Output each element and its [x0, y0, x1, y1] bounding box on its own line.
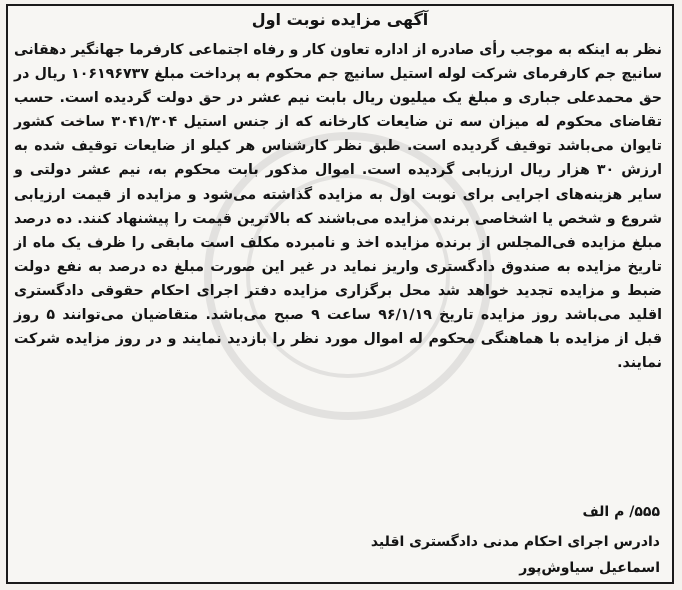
signature-name: اسماعیل سیاوش‌پور: [519, 560, 660, 576]
signature-title: دادرس اجرای احکام مدنی دادگستری اقلید: [370, 534, 660, 550]
notice-title: آگهی مزایده نوبت اول: [251, 10, 429, 29]
notice-body: نظر به اینکه به موجب رأی صادره از اداره تعاون کار و رفاه اجتماعی کارفرما جهانگیر دهقانی سانیچ جم کارفرمای شرکت لوله استیل سانیچ جم محکوم به پرداخت مبلغ ۱۰۶۱۹۶۷۳۷ ریال در حق محمدعلی جباری و مبلغ یک میلیون ریال بابت نیم عشر در حق دولت گردیده است. حسب تقاضای محکوم له میزان سه تن ضایعات کارخانه که از جنس استیل ۳۰۴۱/۳۰۴ ساخت کشور تایوان می‌باشد توقیف گردیده است. طبق نظر کارشناس هر کیلو از ضایعات توقیف شده به ارزش ۳۰ هزار ریال ارزیابی گردیده است. اموال مذکور بابت محکوم به، نیم عشر دولتی و سایر هزینه‌های اجرایی برای نوبت اول به مزایده گذاشته می‌شود و مزایده از قیمت ارزیابی شروع و شخص یا اشخاصی برنده مزایده می‌باشند که بالاترین قیمت را پیشنهاد کنند. ده درصد مبلغ مزایده فی‌المجلس از برنده مزایده اخذ و نامبرده مکلف است مابقی را ظرف یک ماه از تاریخ مزایده به صندوق دادگستری واریز نماید در غیر این صورت مبلغ ده درصد به نفع دولت ضبط و مزایده تجدید خواهد شد محل برگزاری مزایده دفتر اجرای احکام حقوقی دادگستری اقلید می‌باشد روز مزایده تاریخ ۹۶/۱/۱۹ ساعت ۹ صبح می‌باشد. متقاضیان می‌توانند ۵ روز قبل از مزایده با هماهنگی محکوم له اموال مورد نظر را بازدید نمایند و در روز مزایده شرکت نمایند.: [14, 42, 663, 372]
notice-code: ۵۵۵/ م الف: [582, 504, 660, 520]
notice-frame: [6, 4, 674, 584]
